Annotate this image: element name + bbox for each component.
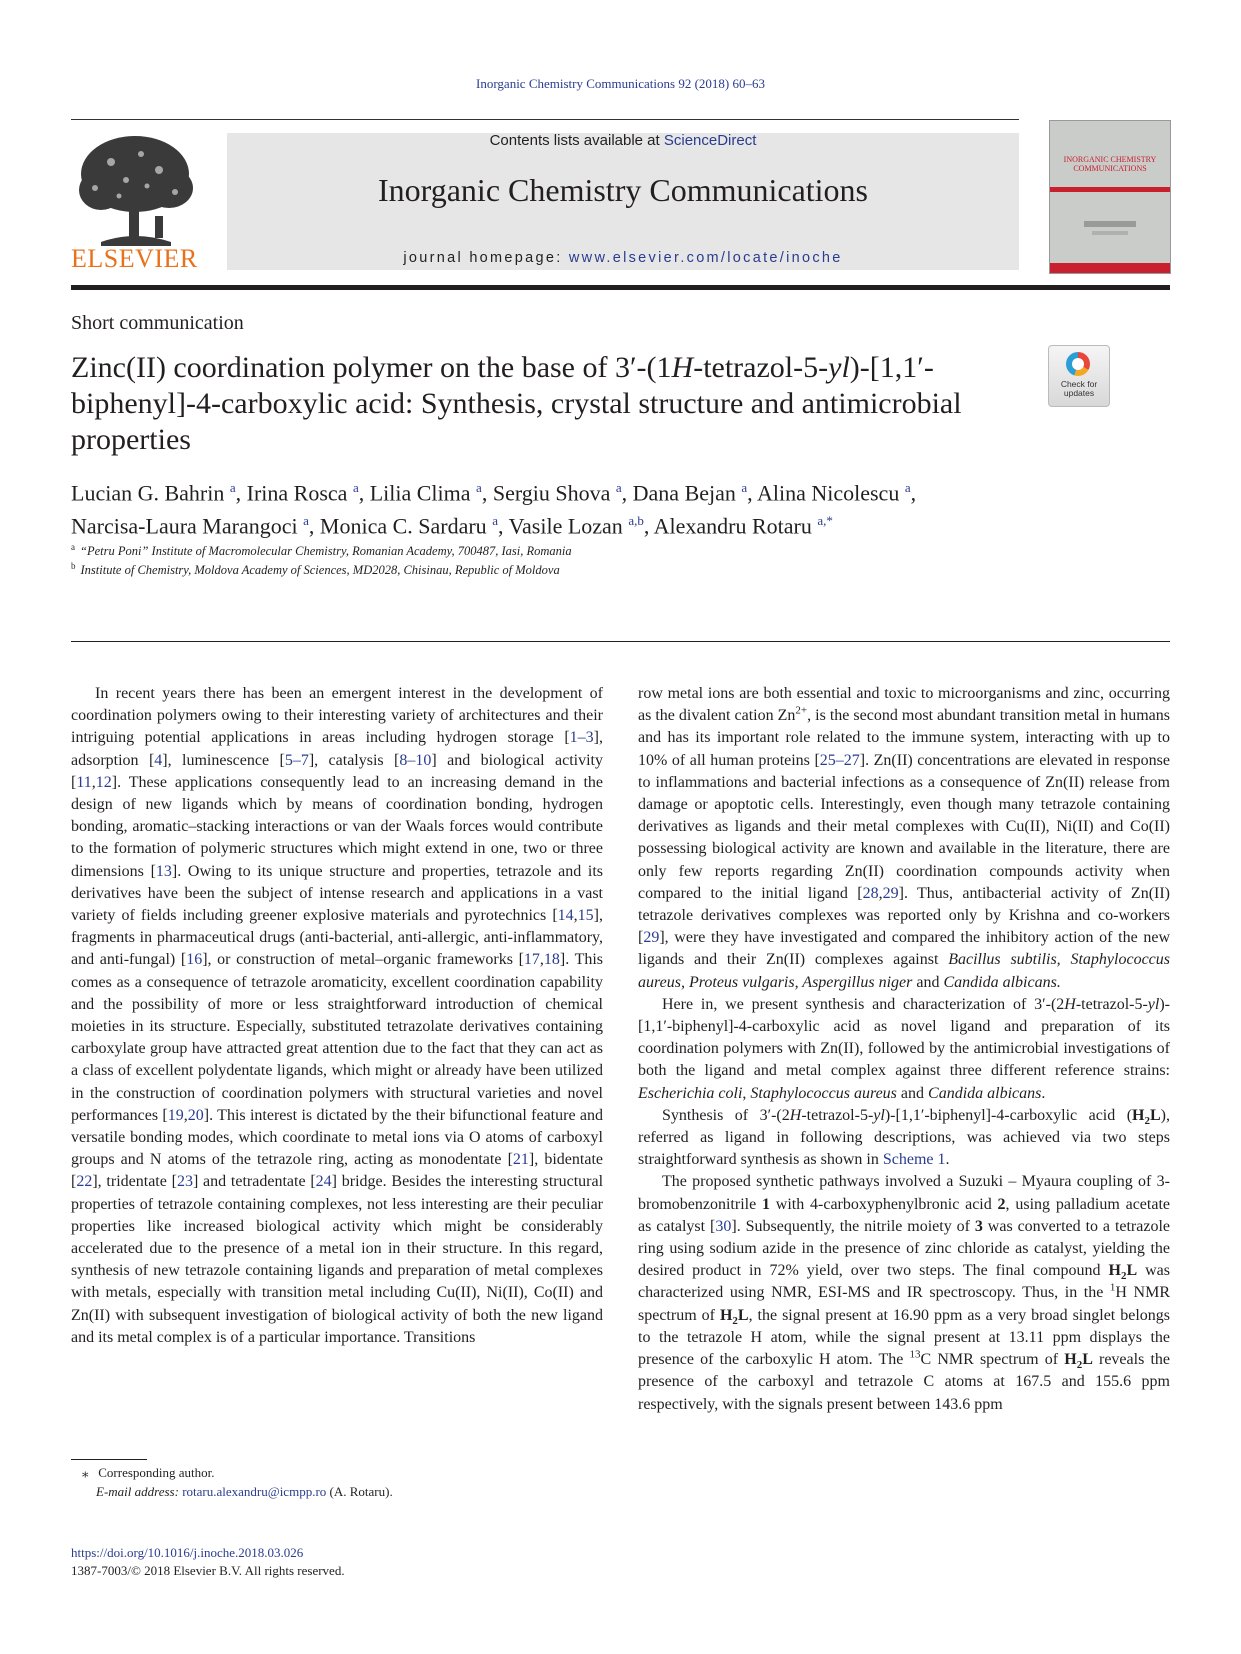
email-link[interactable]: rotaru.alexandru@icmpp.ro bbox=[182, 1484, 327, 1499]
citation-link[interactable]: 22 bbox=[76, 1173, 93, 1191]
email-note: E-mail address: rotaru.alexandru@icmpp.ro (A. Rotaru). bbox=[96, 1484, 393, 1499]
author-affiliation-marker[interactable]: a bbox=[492, 513, 498, 529]
paragraph: row metal ions are both essential and toxic to microorganisms and zinc, occurring as the divalent cation $Zn^{2+}$, is the second most abundant transition metal in humans and has its important role related to the immune system, interacting with up to 10% of all human proteins [25–27]. Zn(II) concentrations are elevated in response to inflammations and bacterial infections as a consequence of Zn(II) release from damage or apoptotic cells. Interestingly, even though many tetrazole containing derivatives as ligands and their metal complexes with Cu(II), Ni(II) and Co(II) possessing biological activity are known and available in the literature, there are only few reports regarding Zn(II) coordination compounds activity when compared to the initial ligand [28,29]. Thus, antibacterial activity of Zn(II) tetrazole derivatives complexes was reported only by Krishna and co-workers [29], were they have investigated and compared the inhibitory action of the new ligands and their Zn(II) complexes against Bacillus subtilis, Staphylococcus aureus, Proteus vulgaris, Aspergillus niger and Candida albicans. bbox=[638, 685, 1171, 991]
header-thick-rule bbox=[71, 285, 1170, 290]
journal-name: Inorganic Chemistry Communications bbox=[377, 172, 868, 208]
author-affiliation-marker[interactable]: a bbox=[229, 480, 236, 495]
cover-footer-band bbox=[1050, 263, 1170, 273]
body-column-right bbox=[638, 683, 1170, 1416]
author-affiliation-marker[interactable]: a,* bbox=[817, 513, 833, 529]
author-affiliation-marker[interactable]: a,b bbox=[628, 513, 644, 529]
author: Irina Rosca bbox=[246, 480, 348, 506]
journal-reference[interactable]: Inorganic Chemistry Communications 92 (2018) 60–63 bbox=[476, 76, 765, 91]
body-column-left bbox=[71, 683, 603, 1349]
paragraph: In recent years there has been an emergent interest in the development of coordination polymers owing to their interesting variety of architectures and their intriguing potential applications in areas including hydrogen storage [1–3], adsorption [4], luminescence [5–7], catalysis [8–10] and biological activity [11,12]. These applications consequently lead to an increasing demand in the design of new ligands which by means of coordination bonding, hydrogen bonding, aromatic–stacking interactions or van der Waals forces would contribute to the formation of polymeric structures which might extend in one, two or three dimensions [13]. Owing to its unique structure and properties, tetrazole and its derivatives have been the subject of intense research and applications in a vast variety of fields including greener explosive materials and pyrotechnics [14,15], fragments in pharmaceutical drugs (anti-bacterial, anti-allergic, anti-inflammatory, and anti-fungal) [16], or construction of metal–organic frameworks [17,18]. This comes as a consequence of tetrazole aromaticity, excellent coordination capability and the possibility of more or less straightforward introduction of chemical moieties in its structure. Especially, substituted tetrazolate derivatives containing carboxylate group have attracted great attention due to the fact that they can act as a class of excellent polydentate ligands, which might or already have been utilized in the construction of coordination polymers with structural varieties and novel performances [19,20]. This interest is dictated by the their bifunctional feature and versatile bonding modes, which coordinate to metal ions via O atoms of carboxyl groups and N atoms of the tetrazole ring, acting as monodentate [21], bidentate [22], tridentate [23] and tetradentate [24] bridge. Besides the interesting structural properties of tetrazole containing complexes, not less interesting are their peculiar properties like increased biological activity which might be considerably accelerated due to the presence of a metal ion in their structure. In this regard, synthesis of new tetrazole containing ligands and preparation of metal complexes with metals, especially with transition metal including Cu(II), Ni(II), Co(II) and Zn(II) with subsequent investigation of biological activity of both the new ligand and its metal complex is of a particular importance. Transitions bbox=[71, 685, 604, 1346]
citation-link[interactable]: 29 bbox=[882, 884, 899, 902]
citation-link[interactable]: 1–3 bbox=[569, 729, 594, 747]
author: Monica C. Sardaru bbox=[319, 513, 487, 539]
publisher-wordmark: ELSEVIER bbox=[71, 244, 198, 273]
citation-link[interactable]: 14 bbox=[557, 907, 574, 925]
citation-link[interactable]: 4 bbox=[154, 751, 163, 769]
badge-label: Check for updates bbox=[1060, 379, 1098, 398]
citation-link[interactable]: 24 bbox=[315, 1173, 332, 1191]
author-affiliation-marker[interactable]: a bbox=[352, 480, 359, 495]
affiliation: $^b$ Institute of Chemistry, Moldova Academy of Sciences, MD2028, Chisinau, Republic of Moldova bbox=[71, 561, 560, 578]
author: Vasile Lozan bbox=[508, 513, 623, 539]
contents-line: Contents lists available at ScienceDirect bbox=[489, 132, 757, 149]
author: Lilia Clima bbox=[369, 480, 471, 506]
cover-title: INORGANIC CHEMISTRY COMMUNICATIONS bbox=[1063, 155, 1157, 173]
citation-link[interactable]: 23 bbox=[176, 1173, 193, 1191]
citation-link[interactable]: 17 bbox=[523, 951, 540, 969]
article-type: Short communication bbox=[71, 312, 244, 334]
affiliation-marker: b bbox=[71, 561, 76, 571]
homepage-link[interactable]: www.elsevier.com/locate/inoche bbox=[568, 250, 843, 266]
bookmark-icon-center bbox=[1072, 358, 1084, 370]
author: Alina Nicolescu bbox=[756, 480, 900, 506]
citation-link[interactable]: 29 bbox=[643, 929, 660, 947]
citation-link[interactable]: Scheme 1 bbox=[882, 1151, 946, 1169]
citation-link[interactable]: 19 bbox=[167, 1106, 184, 1124]
affiliation-marker: a bbox=[71, 542, 75, 552]
article-title: Zinc(II) coordination polymer on the base of 3′-(1H-tetrazol-5-yl)-[1,1′-biphenyl]-4-carboxylic acid: Synthesis, crystal structure and antimicrobial properties bbox=[71, 351, 962, 456]
citation-link[interactable]: 5–7 bbox=[284, 751, 309, 769]
citation-link[interactable]: 8–10 bbox=[399, 751, 432, 769]
author: Lucian G. Bahrin bbox=[71, 480, 225, 506]
affiliation: $^a$ “Petru Poni” Institute of Macromolecular Chemistry, Romanian Academy, 700487, Iasi, Romania bbox=[71, 542, 572, 559]
homepage-line: journal homepage: www.elsevier.com/locate/inoche bbox=[403, 250, 843, 266]
copyright-line: 1387-7003/© 2018 Elsevier B.V. All rights reserved. bbox=[71, 1563, 345, 1578]
section-rule bbox=[71, 641, 1170, 642]
author: Dana Bejan bbox=[632, 480, 736, 506]
journal-cover-thumbnail[interactable] bbox=[1049, 120, 1171, 274]
author: Sergiu Shova bbox=[492, 480, 611, 506]
cover-detail bbox=[1084, 221, 1136, 227]
author: Narcisa-Laura Marangoci bbox=[71, 513, 298, 539]
author: Alexandru Rotaru bbox=[653, 513, 812, 539]
citation-link[interactable]: 21 bbox=[512, 1151, 529, 1169]
citation-link[interactable]: 13 bbox=[155, 862, 172, 880]
check-for-updates-badge[interactable] bbox=[1048, 345, 1110, 407]
header-rule bbox=[71, 119, 1019, 120]
author-affiliation-marker[interactable]: a bbox=[904, 480, 911, 495]
citation-link[interactable]: 30 bbox=[715, 1217, 732, 1235]
paragraph: Synthesis of 3′-(2H-tetrazol-5-yl)-[1,1′-biphenyl]-4-carboxylic acid $(H_2L)$, referred as ligand in following descriptions, was achieved via two steps straightforward synthesis as shown in Scheme 1. bbox=[638, 1106, 1170, 1169]
citation-link[interactable]: 11 bbox=[76, 773, 92, 791]
footnote-rule bbox=[71, 1459, 147, 1460]
citation-link[interactable]: 16 bbox=[186, 951, 203, 969]
citation-link[interactable]: 20 bbox=[187, 1106, 204, 1124]
sciencedirect-link[interactable]: ScienceDirect bbox=[663, 132, 757, 149]
doi-link[interactable]: https://doi.org/10.1016/j.inoche.2018.03.026 bbox=[71, 1545, 304, 1560]
author-affiliation-marker[interactable]: a bbox=[303, 513, 309, 529]
citation-link[interactable]: 18 bbox=[543, 951, 560, 969]
citation-link[interactable]: 25–27 bbox=[819, 751, 860, 769]
paragraph: The proposed synthetic pathways involved a Suzuki – Myaura coupling of 3-bromobenzonitrile 1 with 4-carboxyphenylbronic acid 2, using palladium acetate as catalyst [30]. Subsequently, the nitrile moiety of 3 was converted to a tetrazole ring using sodium azide in the presence of zinc chloride as catalyst, yielding the desired product in 72% yield, over two steps. The final compound $H_2L$ was characterized using NMR, ESI-MS and IR spectroscopy. Thus, in the $^1$H NMR spectrum of $H_2L$, the signal present at 16.90 ppm as a very broad singlet belongs to the tetrazole H atom, while the signal present at 13.11 ppm displays the presence of the carboxylic H atom. The $^{13}$C NMR spectrum of $H_2L$ reveals the presence of the carboxyl and tetrazole C atoms at 167.5 and 155.6 ppm respectively, with the signals present between 143.6 ppm bbox=[638, 1173, 1171, 1413]
author-list: Lucian G. Bahrin $^a$, Irina Rosca $^a$, Lilia Clima $^a$, Sergiu Shova $^a$, Dana Bejan $^a$, Alina Nicolescu $^a$, Narcisa-Laura Marangoci $^a$, Monica C. Sardaru $^a$, Vasile Lozan $^{a,b}$, Alexandru Rotaru $^{a,*}$ bbox=[71, 480, 917, 539]
citation-link[interactable]: 12 bbox=[95, 773, 112, 791]
cover-detail bbox=[1092, 231, 1128, 235]
cover-band bbox=[1050, 187, 1170, 192]
author-affiliation-marker[interactable]: a bbox=[476, 480, 482, 495]
author-affiliation-marker[interactable]: a bbox=[741, 480, 748, 495]
paragraph: Here in, we present synthesis and characterization of 3′-(2H-tetrazol-5-yl)-[1,1′-biphenyl]-4-carboxylic acid as novel ligand and preparation of its coordination polymers with Zn(II), followed by the antimicrobial investigations of both the ligand and metal complex against three different reference strains: Escherichia coli, Staphylococcus aureus and Candida albicans. bbox=[638, 995, 1170, 1102]
citation-link[interactable]: 28 bbox=[862, 884, 879, 902]
author-affiliation-marker[interactable]: a bbox=[615, 480, 622, 495]
corresponding-author-note: ⁎ Corresponding author. bbox=[82, 1465, 215, 1480]
citation-link[interactable]: 15 bbox=[577, 907, 594, 925]
